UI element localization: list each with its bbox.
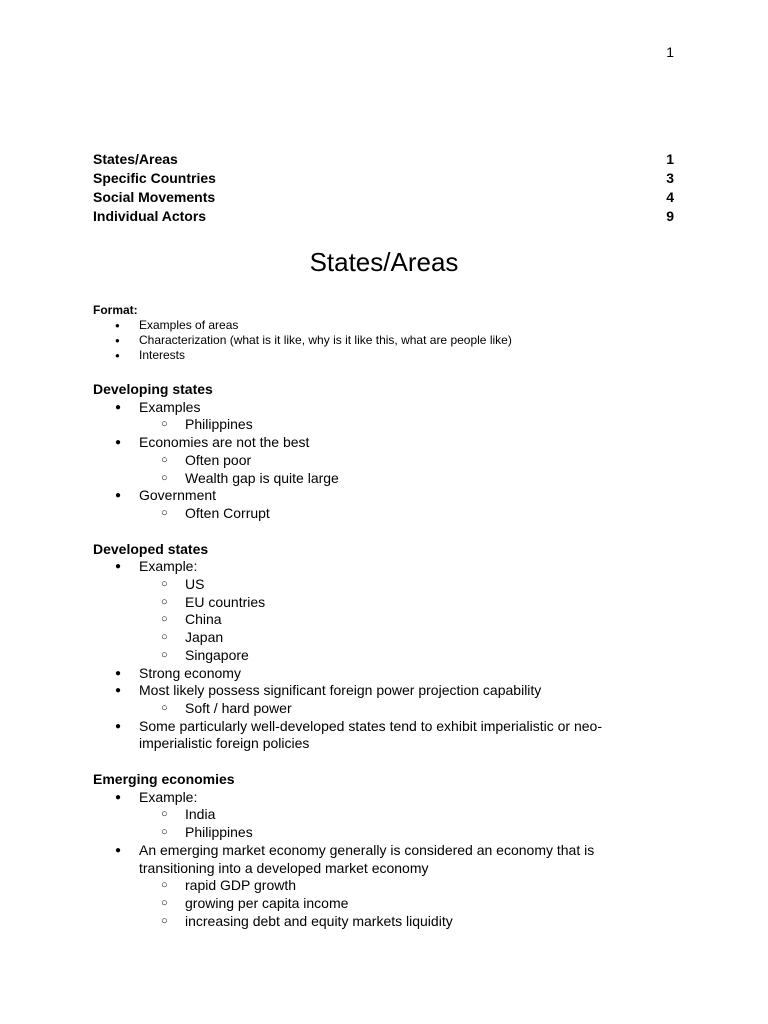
bullet-icon: ●	[115, 844, 122, 856]
list-item-text: Strong economy	[139, 664, 241, 681]
sub-list-item-text: Japan	[185, 629, 224, 646]
list-item	[93, 718, 653, 753]
sub-list-item-text: growing per capita income	[185, 894, 349, 911]
toc-entry-label[interactable]: States/Areas	[93, 151, 178, 167]
list-item: ● Interests	[93, 348, 653, 363]
sections-container	[93, 381, 653, 930]
sub-list-item	[139, 806, 653, 824]
toc-entry-page[interactable]: 3	[666, 170, 674, 186]
hollow-bullet-icon: ○	[161, 914, 168, 927]
bullet-icon: ●	[115, 685, 122, 697]
bullet-icon: ●	[115, 720, 122, 732]
sub-list-item	[139, 913, 653, 931]
section	[93, 771, 653, 930]
list-item-text: An emerging market economy generally is considered an economy that is transitioning into a developed market economy	[139, 841, 595, 876]
bullet-icon: ●	[115, 437, 122, 449]
list-item: ● Examples of areas	[93, 318, 653, 333]
toc-entry-page[interactable]: 9	[666, 208, 674, 224]
sub-bullet-list	[139, 806, 653, 841]
list-item	[93, 789, 653, 842]
sub-list-item-text: US	[185, 576, 205, 593]
list-item: ● Characterization (what is it like, why is it like this, what are people like)	[93, 333, 653, 348]
toc-entry-label[interactable]: Specific Countries	[93, 170, 216, 186]
sub-list-item	[139, 594, 653, 612]
hollow-bullet-icon: ○	[161, 506, 168, 519]
bullet-list	[93, 399, 653, 523]
hollow-bullet-icon: ○	[161, 701, 168, 714]
hollow-bullet-icon: ○	[161, 879, 168, 892]
hollow-bullet-icon: ○	[161, 648, 168, 661]
toc-entry[interactable]	[93, 169, 674, 188]
sub-list-item-text: rapid GDP growth	[185, 877, 297, 894]
sub-list-item-text: Philippines	[185, 416, 253, 433]
sub-bullet-list	[139, 877, 653, 930]
section	[93, 541, 653, 753]
sub-list-item	[139, 576, 653, 594]
sub-list-item	[139, 505, 653, 523]
document-title: States/Areas	[309, 247, 459, 277]
sub-list-item	[139, 895, 653, 913]
list-item-text: Example:	[139, 558, 198, 575]
sub-list-item-text: China	[185, 611, 222, 628]
sub-list-item	[139, 611, 653, 629]
sub-list-item	[139, 470, 653, 488]
bullet-icon: ●	[115, 490, 122, 502]
sub-list-item-text: Often Corrupt	[185, 504, 270, 521]
section-heading: Developed states	[93, 540, 209, 557]
list-item-text: Some particularly well-developed states tend to exhibit imperialistic or neo-imperialistic foreign policies	[139, 717, 602, 752]
sub-list-item-text: EU countries	[185, 593, 266, 610]
section-heading: Emerging economies	[93, 771, 235, 788]
list-item-text: Most likely possess significant foreign power projection capability	[139, 682, 542, 699]
sub-list-item	[139, 700, 653, 718]
sub-bullet-list	[139, 700, 653, 718]
sub-list-item	[139, 416, 653, 434]
list-item	[93, 487, 653, 522]
list-item	[93, 665, 653, 683]
sub-bullet-list	[139, 505, 653, 523]
sub-bullet-list	[139, 576, 653, 665]
hollow-bullet-icon: ○	[161, 418, 168, 431]
bullet-icon: ●	[115, 561, 122, 573]
toc-entry[interactable]	[93, 188, 674, 207]
bullet-icon: ●	[115, 401, 122, 413]
hollow-bullet-icon: ○	[161, 631, 168, 644]
toc-entry[interactable]	[93, 150, 674, 169]
list-item-text: Economies are not the best	[139, 434, 310, 451]
sub-list-item-text: Wealth gap is quite large	[185, 469, 339, 486]
hollow-bullet-icon: ○	[161, 613, 168, 626]
hollow-bullet-icon: ○	[161, 826, 168, 839]
format-label: Format:	[93, 303, 138, 317]
sub-list-item-text: Singapore	[185, 646, 249, 663]
list-item-text: Example:	[139, 788, 198, 805]
sub-list-item	[139, 647, 653, 665]
sub-bullet-list	[139, 416, 653, 434]
document-body	[93, 303, 653, 930]
sub-list-item-text: Soft / hard power	[185, 699, 292, 716]
bullet-icon: ●	[115, 667, 122, 679]
section-heading: Developing states	[93, 381, 213, 397]
toc-entry-label[interactable]: Individual Actors	[93, 208, 207, 224]
bullet-icon: ●	[115, 791, 122, 803]
hollow-bullet-icon: ○	[161, 808, 168, 821]
hollow-bullet-icon: ○	[161, 471, 168, 484]
hollow-bullet-icon: ○	[161, 578, 168, 591]
list-item	[93, 434, 653, 487]
list-item	[93, 682, 653, 717]
section	[93, 381, 653, 523]
hollow-bullet-icon: ○	[161, 453, 168, 466]
hollow-bullet-icon: ○	[161, 595, 168, 608]
page-number: 1	[666, 44, 674, 60]
table-of-contents	[93, 150, 674, 226]
list-item	[93, 842, 653, 931]
sub-list-item	[139, 629, 653, 647]
bullet-list	[93, 789, 653, 931]
sub-list-item	[139, 824, 653, 842]
toc-entry-label[interactable]: Social Movements	[93, 189, 216, 205]
sub-list-item-text: Philippines	[185, 824, 253, 841]
sub-list-item-text: India	[185, 806, 216, 823]
bullet-list	[93, 558, 653, 753]
list-item-text: Government	[139, 487, 217, 504]
list-item	[93, 558, 653, 664]
sub-list-item	[139, 877, 653, 895]
hollow-bullet-icon: ○	[161, 896, 168, 909]
toc-entry-page[interactable]: 4	[666, 189, 674, 205]
toc-entry[interactable]	[93, 207, 674, 226]
list-item	[93, 399, 653, 434]
sub-bullet-list	[139, 452, 653, 487]
sub-list-item	[139, 452, 653, 470]
format-list	[93, 318, 653, 363]
list-item-text: Examples	[139, 398, 201, 415]
sub-list-item-text: increasing debt and equity markets liquidity	[185, 912, 453, 929]
toc-entry-page[interactable]: 1	[666, 151, 674, 167]
sub-list-item-text: Often poor	[185, 451, 252, 468]
